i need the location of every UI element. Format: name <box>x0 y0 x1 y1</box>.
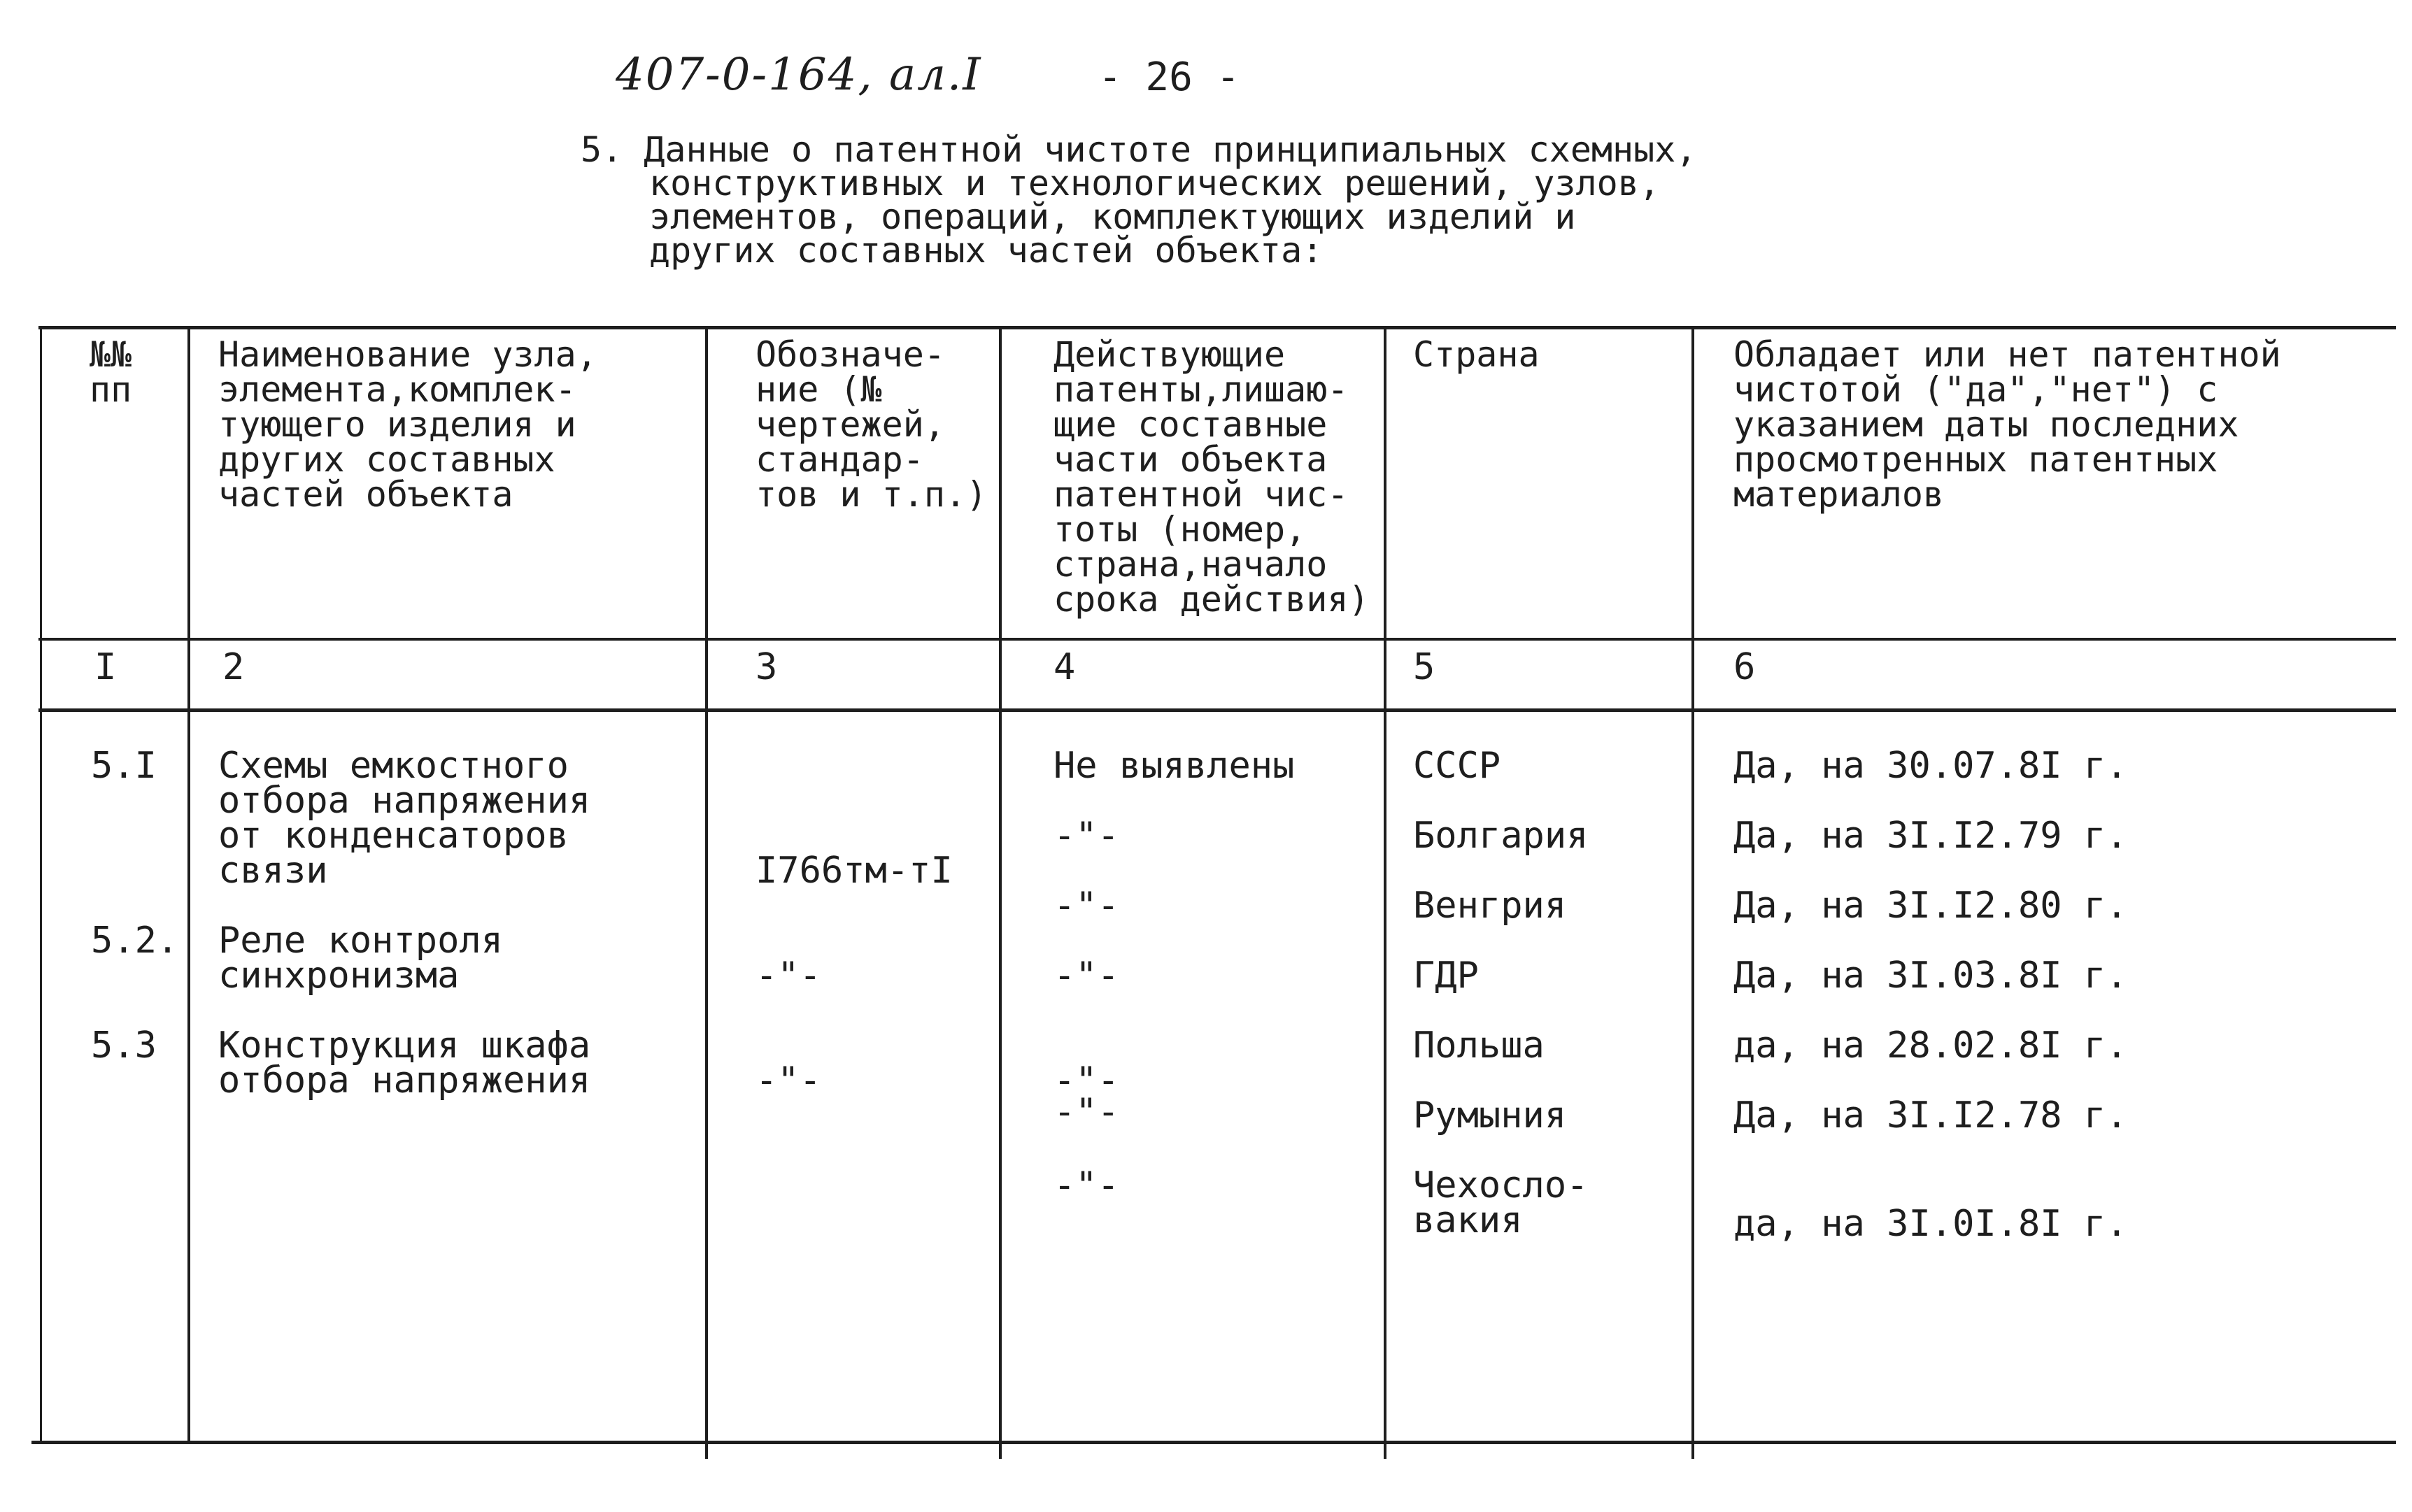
column-divider <box>705 326 708 1459</box>
header-text: срока действия) <box>1054 579 1370 620</box>
header-text: чертежей, <box>755 404 945 445</box>
column-divider <box>1691 326 1694 1459</box>
column-numbers-border <box>38 708 2396 712</box>
patent-status: -"- <box>1054 1091 1119 1133</box>
patent-status: -"- <box>1054 1060 1119 1101</box>
column-number: 2 <box>222 646 245 688</box>
header-text: Страна <box>1413 334 1540 375</box>
header-text: Действующие <box>1054 334 1286 375</box>
column-number: 6 <box>1733 646 1756 688</box>
purity-status: Да, на 30.07.8I г. <box>1733 745 2128 787</box>
intro-paragraph <box>581 129 1697 271</box>
header-text: тоты (номер, <box>1054 509 1307 550</box>
document-code: 407-0-164, ал.I <box>616 49 982 101</box>
row-number: 5.2. <box>91 920 179 962</box>
header-text: чистотой ("да","нет") с <box>1733 369 2218 410</box>
header-text: ние (№ <box>755 369 882 410</box>
header-text: щие составные <box>1054 404 1328 445</box>
intro-line: других составных частей объекта: <box>649 230 1324 271</box>
item-name-line: Реле контроля <box>218 920 503 962</box>
country-line: Чехосло- <box>1413 1164 1589 1206</box>
country: Польша <box>1413 1025 1545 1067</box>
header-name <box>218 334 597 515</box>
column-divider <box>999 326 1002 1459</box>
header-text: элемента,комплек- <box>218 369 576 410</box>
header-text: тов и т.п.) <box>755 474 988 515</box>
patent-status: -"- <box>1054 815 1119 857</box>
header-text: патенты,лишаю- <box>1054 369 1349 410</box>
table-top-border <box>38 326 2396 329</box>
table-bottom-border <box>31 1441 2396 1444</box>
patent-status: Не выявлены <box>1054 745 1295 787</box>
column-number: 3 <box>755 646 778 688</box>
header-bottom-border <box>38 638 2396 641</box>
header-text: патентной чис- <box>1054 474 1349 515</box>
header-text: частей объекта <box>218 474 513 515</box>
header-text: стандар- <box>755 439 924 480</box>
header-text: части объекта <box>1054 439 1328 480</box>
item-name-line: Схемы емкостного <box>218 745 569 787</box>
designation: I766тм-тI <box>755 850 953 892</box>
column-number: 5 <box>1413 646 1435 688</box>
column-divider <box>1384 326 1386 1459</box>
item-name-line: отбора напряжения <box>218 1060 591 1101</box>
item-name <box>218 920 503 997</box>
purity-status: да, на 3I.0I.8I г. <box>1733 1203 2128 1245</box>
country <box>1413 1164 1589 1241</box>
header-designation <box>755 334 988 515</box>
purity-status: Да, на 3I.I2.79 г. <box>1733 815 2128 857</box>
table-left-border <box>40 326 42 1441</box>
header-text: страна,начало <box>1054 544 1328 585</box>
country: Румыния <box>1413 1094 1567 1136</box>
item-name <box>218 745 591 892</box>
header-text: материалов <box>1733 474 1945 515</box>
header-text: просмотренных патентных <box>1733 439 2218 480</box>
patent-status: -"- <box>1054 885 1119 927</box>
header-text: пп <box>90 369 132 410</box>
page-number: - 26 - <box>1098 55 1240 100</box>
country: ГДР <box>1413 955 1479 997</box>
header-text: указанием даты последних <box>1733 404 2239 445</box>
row-number: 5.3 <box>91 1025 157 1067</box>
designation: -"- <box>755 955 821 997</box>
header-patents <box>1054 334 1370 620</box>
intro-line: конструктивных и технологических решений, узлов, <box>649 163 1660 204</box>
country: Венгрия <box>1413 885 1567 927</box>
purity-status: Да, на 3I.I2.80 г. <box>1733 885 2128 927</box>
purity-status: Да, на 3I.I2.78 г. <box>1733 1094 2128 1136</box>
country: СССР <box>1413 745 1501 787</box>
item-name <box>218 1025 591 1101</box>
header-patent-purity <box>1733 334 2281 515</box>
item-name-line: синхронизма <box>218 955 460 997</box>
patent-status: -"- <box>1054 1164 1119 1206</box>
country-line: вакия <box>1413 1199 1523 1241</box>
column-number: 4 <box>1054 646 1076 688</box>
item-name-line: связи <box>218 850 328 892</box>
intro-line: элементов, операций, комплектующих изделий и <box>649 197 1576 237</box>
designation: -"- <box>755 1060 821 1101</box>
purity-status: Да, на 3I.03.8I г. <box>1733 955 2128 997</box>
item-name-line: Конструкция шкафа <box>218 1025 591 1067</box>
intro-line: 5. Данные о патентной чистоте принципиальных схемных, <box>581 129 1697 170</box>
country: Болгария <box>1413 815 1589 857</box>
header-text: других составных <box>218 439 555 480</box>
column-divider <box>187 326 190 1442</box>
header-text: Обозначе- <box>755 334 945 375</box>
row-number: 5.I <box>91 745 157 787</box>
header-country <box>1413 334 1540 375</box>
item-name-line: отбора напряжения <box>218 780 591 822</box>
header-text: Наименование узла, <box>218 334 597 375</box>
header-text: Обладает или нет патентной <box>1733 334 2281 375</box>
header-text: тующего изделия и <box>218 404 576 445</box>
header-number <box>90 334 132 410</box>
purity-status: да, на 28.02.8I г. <box>1733 1025 2128 1067</box>
header-text: №№ <box>90 334 132 375</box>
item-name-line: от конденсаторов <box>218 815 569 857</box>
column-number: I <box>94 646 117 688</box>
patent-status: -"- <box>1054 955 1119 997</box>
